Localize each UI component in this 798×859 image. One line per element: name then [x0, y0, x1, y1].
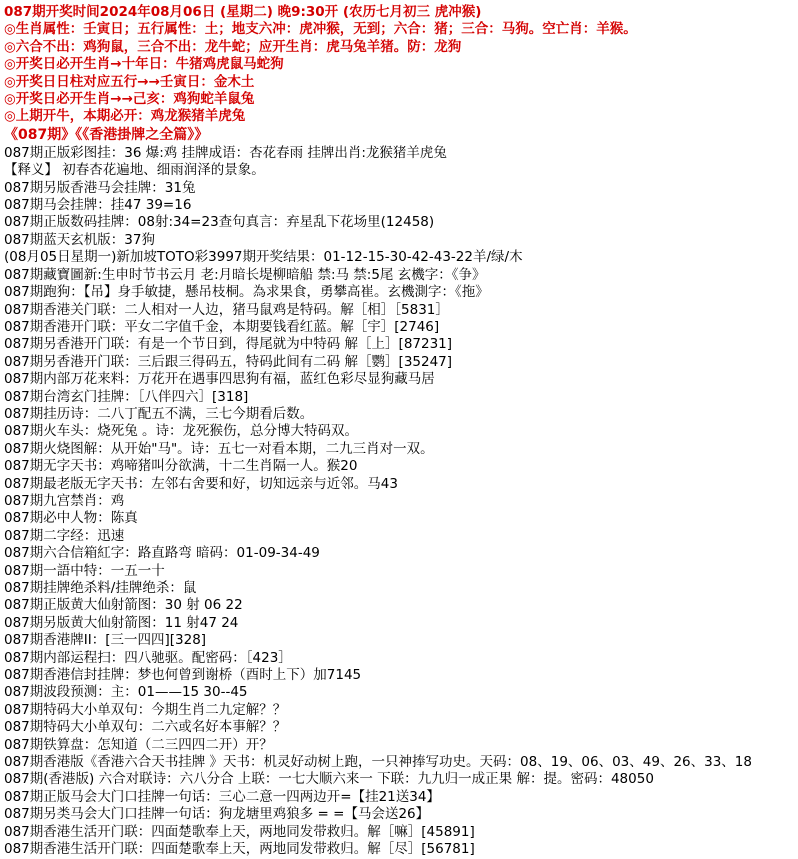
body-line: 087期一語中特：一五一十 [4, 562, 165, 579]
header-line: ◎开奖日必开生肖→→己亥：鸡狗蛇羊鼠兔 [4, 91, 255, 108]
body-line: 087期马会挂牌：挂47 39=16 [4, 197, 192, 214]
body-line: 087期必中人物：陈真 [4, 510, 138, 527]
body-line: 【释义】 初春杏花遍地、细雨润泽的景象。 [4, 162, 265, 179]
body-line: 087期香港版《香港六合天书挂牌 》天书：机灵好动树上跑，一只神捧写功史。天码：08、19、06、03、49、26、33、18 [4, 754, 752, 771]
body-line: 087期二字经：迅速 [4, 527, 125, 544]
body-line: 087期台湾玄门挂牌：［八伴四六］[318] [4, 388, 249, 405]
body-line: 087期特码大小单双句：二六或名好本事解？？ [4, 719, 287, 736]
body-line: 087期正版马会大门口挂牌一句话：三心二意一四两边开=【挂21送34】 [4, 788, 440, 805]
body-line: 087期另版黄大仙射箭图：11 射47 24 [4, 614, 239, 631]
body-line: (08月05日星期一)新加坡TOTO彩3997期开奖结果：01-12-15-30-42-43-22羊/绿/木 [4, 249, 523, 266]
body-line: 087期波段预测：主：01——15 30--45 [4, 684, 248, 701]
body-line: 087期火车头：烧死兔 。诗：龙死猴伤，总分博大特码双。 [4, 423, 359, 440]
body-line: 087期香港牌II：[三一四四][328] [4, 632, 207, 649]
body-line: 087期九宫禁肖：鸡 [4, 492, 125, 509]
body-line: 087期香港关门联：二人相对一人边，猪马鼠鸡是特码。解［相］［5831］ [4, 301, 449, 318]
body-line: 087期香港信封挂牌：梦也何曾到谢桥（酉时上下）加7145 [4, 667, 362, 684]
header-line: ◎开奖日必开生肖→十年日：牛猪鸡虎鼠马蛇狗 [4, 56, 284, 73]
body-line: 087期香港生活开门联：四面楚歌奉上天，两地同发带救归。解［尽］[56781] [4, 841, 475, 858]
body-line: 087期另香港开门联：有是一个节日到，得尾就为中特码 解［上］[87231] [4, 336, 453, 353]
body-line: 087期无字天书：鸡啼猪叫分欲满，十二生肖隔一人。猴20 [4, 458, 358, 475]
body-line: 087期挂牌绝杀料/挂牌绝杀：鼠 [4, 580, 197, 596]
body-line: 087期香港生活开门联：四面楚歌奉上天，两地同发带救归。解［嘛］[45891] [4, 823, 475, 840]
body-line: 087期内部运程扫：四八驰驱。配密码：［423］ [4, 649, 292, 666]
body-line: 087期藏寶圖新:生申时节书云月 老:月暗长堤柳暗船 禁:马 禁:5尾 玄機字：《争》 [4, 266, 486, 283]
body-line: 087期正版彩图挂：36 爆:鸡 挂牌成语：杏花春雨 挂牌出肖:龙猴猪羊虎兔 [4, 144, 447, 161]
body-line: 087期特码大小单双句：今期生肖二九定解？？ [4, 701, 287, 718]
body-line: 087期跑狗：【吊】身手敏捷，懸吊枝桐。為求果食，勇攀高崔。玄機測字：《拖》 [4, 284, 489, 301]
body-lines [4, 145, 798, 859]
section-title: 《087期》《《香港掛牌之全篇》》 [4, 126, 209, 143]
body-line: 087期蓝天玄机版：37狗 [4, 231, 155, 248]
body-line: 087期六合信箱紅字：路直路弯 暗码：01-09-34-49 [4, 545, 320, 562]
body-line: 087期正版数码挂牌：08射:34=23查句真言：弃星乱下花场里(12458) [4, 214, 435, 231]
body-line: 087期挂历诗：二八丁配五不满，三七今期看后数。 [4, 405, 314, 422]
header-line: ◎六合不出：鸡狗鼠，三合不出：龙牛蛇；应开生肖：虎马兔羊猪。防：龙狗 [4, 38, 462, 55]
body-line: 087期正版黄大仙射箭图：30 射 06 22 [4, 597, 243, 614]
body-line: 087期另版香港马会挂牌：31兔 [4, 179, 196, 196]
body-line: 087期火烧图解：从开始"马"。诗：五七一对看本期，二九三肖对一双。 [4, 440, 434, 457]
header-lines [4, 21, 798, 125]
body-line: 087期(香港版) 六合对联诗：六八分合 上联：一七大顺六来一 下联：九九归一成正果 解：提。密码：48050 [4, 771, 654, 788]
page-title: 087期开奖时间2024年08月06日 (星期二) 晚9:30开 (农历七月初三 虎冲猴) [4, 4, 482, 20]
body-line: 087期另香港开门联：三后跟三得码五，特码此间有二码 解［鹦］[35247] [4, 353, 453, 370]
body-line: 087期香港开门联：平女二字值千金，本期要钱看红蓝。解［宇］[2746] [4, 318, 440, 335]
body-line: 087期最老版无字天书：左邻右舍要和好，切知远亲与近邻。马43 [4, 475, 398, 492]
body-line: 087期内部万花来料：万花开在遇事四思狗有福，蓝红色彩尽显狗藏马居 [4, 371, 435, 388]
header-line: ◎开奖日日柱对应五行→→壬寅日：金木土 [4, 73, 255, 90]
body-line: 087期另类马会大门口挂牌一句话：狗龙塘里鸡狼多 = =【马会送26】 [4, 806, 430, 823]
header-line: ◎生肖属性：壬寅日；五行属性：土；地支六冲：虎冲猴，无到；六合：猪；三合：马狗。空亡肖：羊猴。 [4, 21, 637, 38]
body-line: 087期铁算盘：怎知道（二三四四二开）开？ [4, 736, 273, 753]
header-line: ◎上期开牛，本期必开：鸡龙猴猪羊虎兔 [4, 108, 246, 125]
